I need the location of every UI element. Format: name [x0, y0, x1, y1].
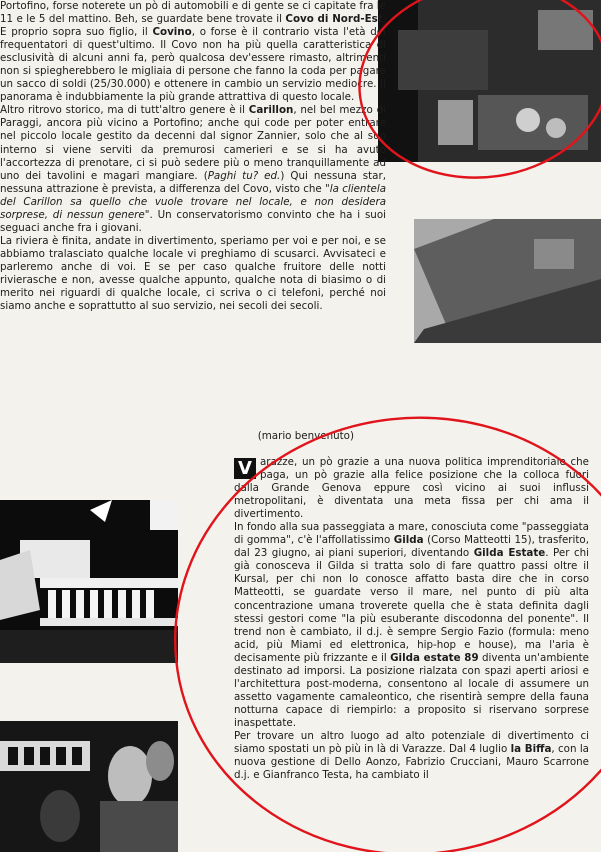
venue-gilda-estate-89: Gilda estate 89 [390, 651, 479, 664]
venue-carillon: Carillon [248, 104, 294, 117]
paragraph-carillon: Altro ritrovo storico, ma di tutt'altro genere è il Carillon, nel bel mezzo di Paraggi, ancora più vicino a Portofino; anche qui code per poter entrare nel piccolo locale gestito da decenni dal signor Zannier, solo che al suo interno si viene serviti da premurosi camerieri e se si ha avuto l'accortezza di prenotare, ci si può sedere più o meno tranquillamente ad uno dei tavolini e magari mangiare. (Paghi tu? ed.) Qui nessuna star, nessuna attrazione è prevista, a differenza del Covo, visto che "la clientela del Carillon sa quello che vuole trovare nel locale, e non desidera sorprese, di nessun genere". Un conservatorismo convinto che ha i suoi seguaci anche fra i giovani. [0, 104, 387, 234]
photo-crowd-sign [0, 721, 178, 852]
venue-covo-nord-est: Covo di Nord-Est [285, 13, 383, 26]
photo-nightclub-interior [378, 0, 601, 162]
photo-terrace-balustrade [0, 500, 178, 663]
drop-cap: V [234, 458, 256, 479]
paragraph-closing: La riviera è finita, andate in divertimento, speriamo per voi e per noi, e se abbiamo tralasciato qualche locale vi preghiamo di scusarci. Avvisateci e parleremo anche di voi. E se per caso qualche fruitore delle notti rivierasche e non, avesse qualche appunto, qualche nota di biasimo o di merito nei riguardi di qualche locale, ci scriva o ci telefoni, perché noi siamo anche e soprattutto al suo servizio, nei secoli dei secoli. [0, 234, 386, 313]
paragraph-gilda: In fondo alla sua passeggiata a mare, conosciuta come "passeggiata di gomma", c'è l'affollatissimo Gilda (Corso Matteotti 15), trasferito, dal 23 giugno, ai piani superiori, diventando Gilda Estate. Per chi già conosceva il Gilda si tratta solo di fare quattro passi oltre il Kursal, per chi non lo conosce affatto basta dire che in corso Matteotti, se guardate verso il mare, nel punto di più alta concentrazione umana troverete quella che è stata definita dagli stessi gestori come "la più esuberante discodonna del ponente". Il trend non è cambiato, il d.j. è sempre Sergio Fazio (formula: meno acid, più Miami ed elettronica, hip-hop e house), ma l'aria è decisamente più frizzante e il Gilda estate 89 diventa un'ambiente destinato ad imporsi. La posizione rialzata con spazi aperti ariosi e l'architettura post-moderna, consentono al locale di assumere un assetto vagamente camaleontico, che risentirà sempre della fauna notturna capace di riempirlo: a proposito si riservano sorprese inaspettate. [234, 521, 589, 729]
venue-la-biffa: la Biffa [510, 743, 552, 756]
paragraph-biffa: Per trovare un altro luogo ad alto potenziale di divertimento ci siamo spostati un pò più in là di Varazze. Dal 4 luglio la Biffa, con la nuova gestione di Dello Aonzo, Fabrizio Crucciani, Mauro Scarrone d.j. e Gianfranco Testa, ha cambiato il [234, 729, 589, 782]
article-column-varazze [234, 456, 589, 782]
article-column-top [0, 0, 386, 313]
paragraph-covo: Portofino, forse noterete un pò di automobili e di gente se ci capitate fra le 11 e le 5 del mattino. Beh, se guardate bene trovate il Covo di Nord-Est. E proprio sopra suo figlio, il Covino, o forse è il contrario vista l'età dei frequentatori di quest'ultimo. Il Covo non ha più quella caratteristica di esclusività di alcuni anni fa, però qualcosa dev'essere rimasto, altrimenti non si spiegherebbero le migliaia di persone che fanno la coda per pagare un sacco di soldi (25/30.000) e ottenere in cambio un servizio mediocre. Il panorama è indubbiamente la più grande attrattiva di questo locale. [0, 0, 387, 104]
venue-covino: Covino [152, 26, 192, 39]
venue-gilda: Gilda [393, 534, 424, 547]
quote-carillon: "la clientela del Carillon sa quello che vuole trovare nel locale, e non desidera sorprese, di nessun genere" [0, 182, 387, 221]
paragraph-varazze-intro: V arazze, un pò grazie a una nuova politica imprenditoriale che paga, un pò grazie alla felice posizione che la colloca fuori dalla Grande Genova eppure così vicino ai suoi influssi metropolitani, è diventata una meta fissa per chi ama il divertimento. [234, 456, 589, 521]
author-signature: (mario benvenuto) [257, 430, 354, 442]
photo-building-exterior [414, 219, 601, 343]
editor-aside: Paghi tu? ed. [207, 169, 281, 182]
venue-gilda-estate: Gilda Estate [473, 547, 546, 560]
